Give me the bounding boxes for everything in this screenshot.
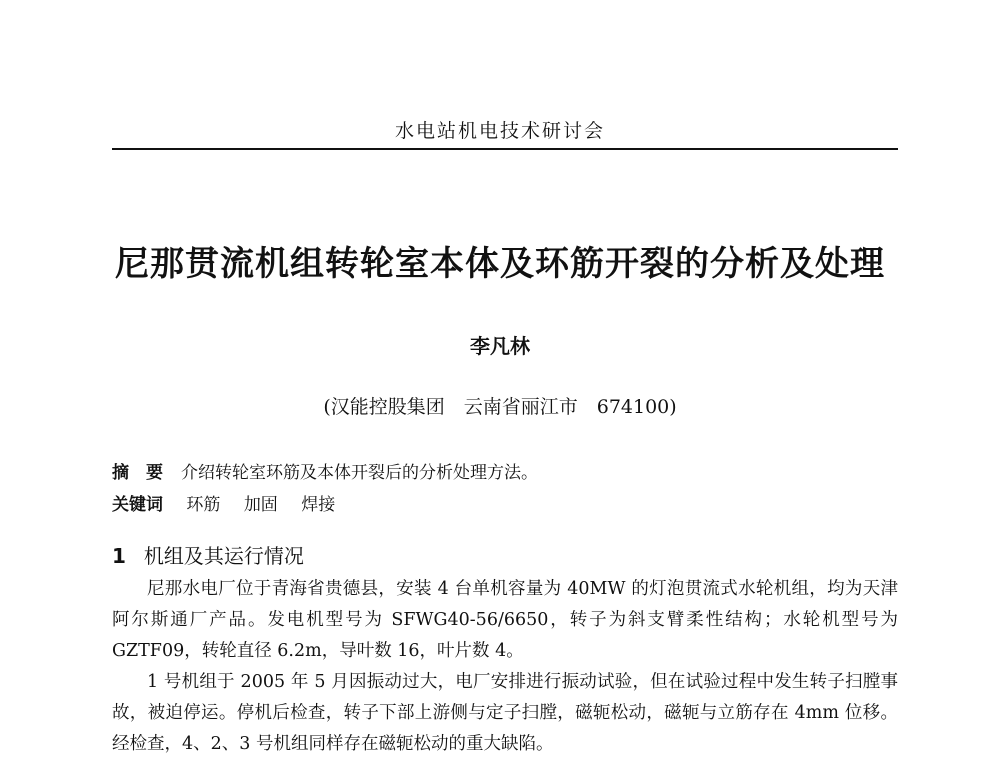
- section-number: 1: [112, 544, 126, 568]
- section-body: [112, 574, 898, 760]
- running-header: 水电站机电技术研讨会: [394, 120, 605, 142]
- keywords-label: 关键词: [112, 495, 163, 515]
- author-affiliation: (汉能控股集团 云南省丽江市 674100): [323, 396, 677, 418]
- abstract-label: 摘 要: [112, 463, 163, 483]
- paper-title: 尼那贯流机组转轮室本体及环筋开裂的分析及处理: [115, 244, 885, 284]
- author-name: 李凡林: [470, 334, 530, 358]
- keywords: [112, 490, 902, 515]
- keyword: 环筋: [186, 495, 221, 515]
- abstract-text: 介绍转轮室环筋及本体开裂后的分析处理方法。: [181, 463, 538, 483]
- keyword: 加固: [243, 495, 278, 515]
- header-rule: [112, 148, 898, 150]
- section-title: 机组及其运行情况: [143, 544, 304, 568]
- abstract: [112, 458, 902, 483]
- body-paragraph: 尼那水电厂位于青海省贵德县，安装 4 台单机容量为 40MW 的灯泡贯流式水轮机组，均为天津阿尔斯通厂产品。发电机型号为 SFWG40-56/6650，转子为斜支臂柔性结构；水轮机型号为 GZTF09，转轮直径 6.2m，导叶数 16，叶片数 4。: [112, 579, 898, 661]
- section-heading: [112, 540, 304, 569]
- body-paragraph: 1 号机组于 2005 年 5 月因振动过大，电厂安排进行振动试验，但在试验过程中发生转子扫膛事故，被迫停运。停机后检查，转子下部上游侧与定子扫膛，磁轭松动，磁轭与立筋存在 4mm 位移。经检查，4、2、3 号机组同样存在磁轭松动的重大缺陷。: [112, 672, 898, 754]
- keyword: 焊接: [301, 495, 336, 515]
